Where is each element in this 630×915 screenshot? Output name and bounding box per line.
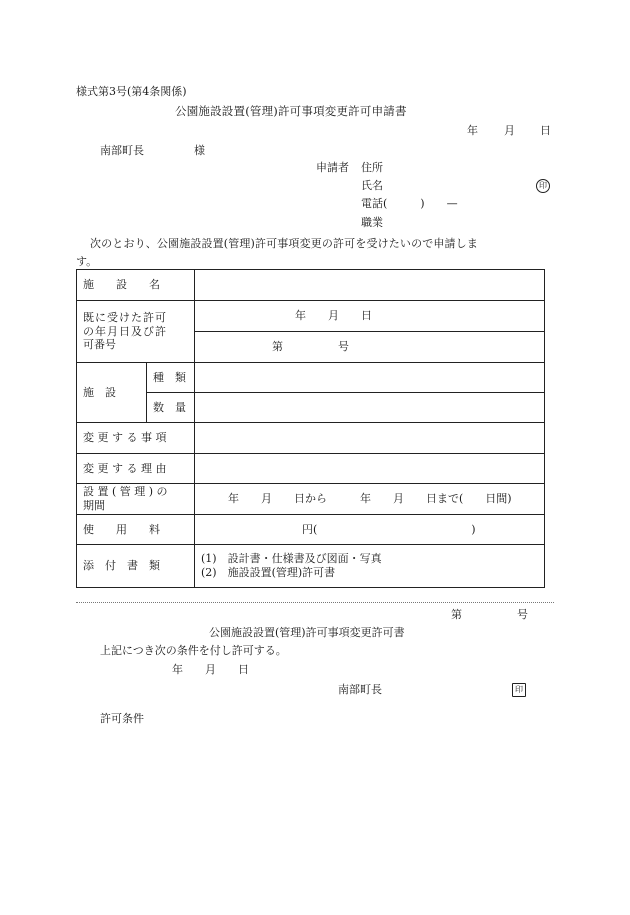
row-facility-name [77,270,545,301]
row-prior-permit-date [77,301,545,332]
row-facility-quantity [77,393,545,423]
change-reason-field[interactable] [195,454,545,484]
permit-statement: 上記につき次の条件を付し許可する。 [100,644,287,657]
prior-permit-date-field[interactable]: 年 月 日 [195,301,545,332]
prior-permit-label-line3: 可番号 [83,338,116,352]
applicant-occupation-label: 職業 [361,216,383,229]
row-facility-kind [77,363,545,393]
change-items-field[interactable] [195,423,545,454]
facility-label: 施 設 [77,363,147,423]
facility-name-label: 施 設 名 [77,270,195,301]
attachment-item-1: (1) 設計書・仕様書及び図面・写真 [201,552,382,566]
section-divider [76,602,554,603]
permit-number: 第 号 [451,608,528,621]
date-day: 日 [540,124,551,137]
prior-permit-number-field[interactable]: 第 号 [195,332,545,363]
prior-permit-label-line2: の年月日及び許 [83,324,167,338]
permit-seal-icon [512,683,526,697]
applicant-seal-icon [536,179,550,193]
addressee-honorific: 様 [194,144,205,157]
date-year: 年 [467,124,478,137]
facility-quantity-field[interactable] [195,393,545,423]
period-label-line1: 設 置 ( 管 理 ) の [83,485,168,499]
seal-mark: 印 [536,179,550,193]
fee-label: 使 用 料 [77,515,195,545]
form-number: 様式第3号(第4条関係) [76,85,187,98]
intro-line-2: す。 [76,255,98,268]
permit-date: 年 月 日 [172,663,249,676]
permit-conditions-label: 許可条件 [100,712,144,725]
period-field[interactable]: 年 月 日から 年 月 日まで( 日間) [195,484,545,515]
attachment-item-2: (2) 施設設置(管理)許可書 [201,566,336,579]
facility-quantity-label: 数 量 [147,393,195,423]
facility-kind-field[interactable] [195,363,545,393]
prior-permit-label [77,301,195,363]
fee-field[interactable]: 円( ) [195,515,545,545]
document-title: 公園施設設置(管理)許可事項変更許可申請書 [175,104,407,118]
facility-name-field[interactable] [195,270,545,301]
permit-title: 公園施設設置(管理)許可事項変更許可書 [209,626,405,639]
facility-kind-label: 種 類 [147,363,195,393]
row-period [77,484,545,515]
change-items-label: 変 更 す る 事 項 [77,423,195,454]
addressee: 南部町長 [100,144,144,157]
prior-permit-label-line1: 既に受けた許可 [83,310,167,324]
row-change-reason [77,454,545,484]
period-label-line2: 期間 [83,499,105,512]
intro-line-1: 次のとおり、公園施設設置(管理)許可事項変更の許可を受けたいので申請しま [90,237,478,250]
applicant-phone-label: 電話( ) — [361,197,458,210]
permit-issuer: 南部町長 [338,683,382,696]
row-attachments [77,545,545,588]
row-change-items [77,423,545,454]
applicant-address-label: 住所 [361,161,383,174]
period-label [77,484,195,515]
applicant-label: 申請者 [316,161,349,174]
application-table [76,269,545,588]
attachments-field [195,545,545,588]
permit-seal-mark: 印 [512,683,526,697]
applicant-name-label: 氏名 [361,179,383,192]
attachments-label: 添 付 書 類 [77,545,195,588]
change-reason-label: 変 更 す る 理 由 [77,454,195,484]
date-month: 月 [504,124,515,137]
row-fee [77,515,545,545]
